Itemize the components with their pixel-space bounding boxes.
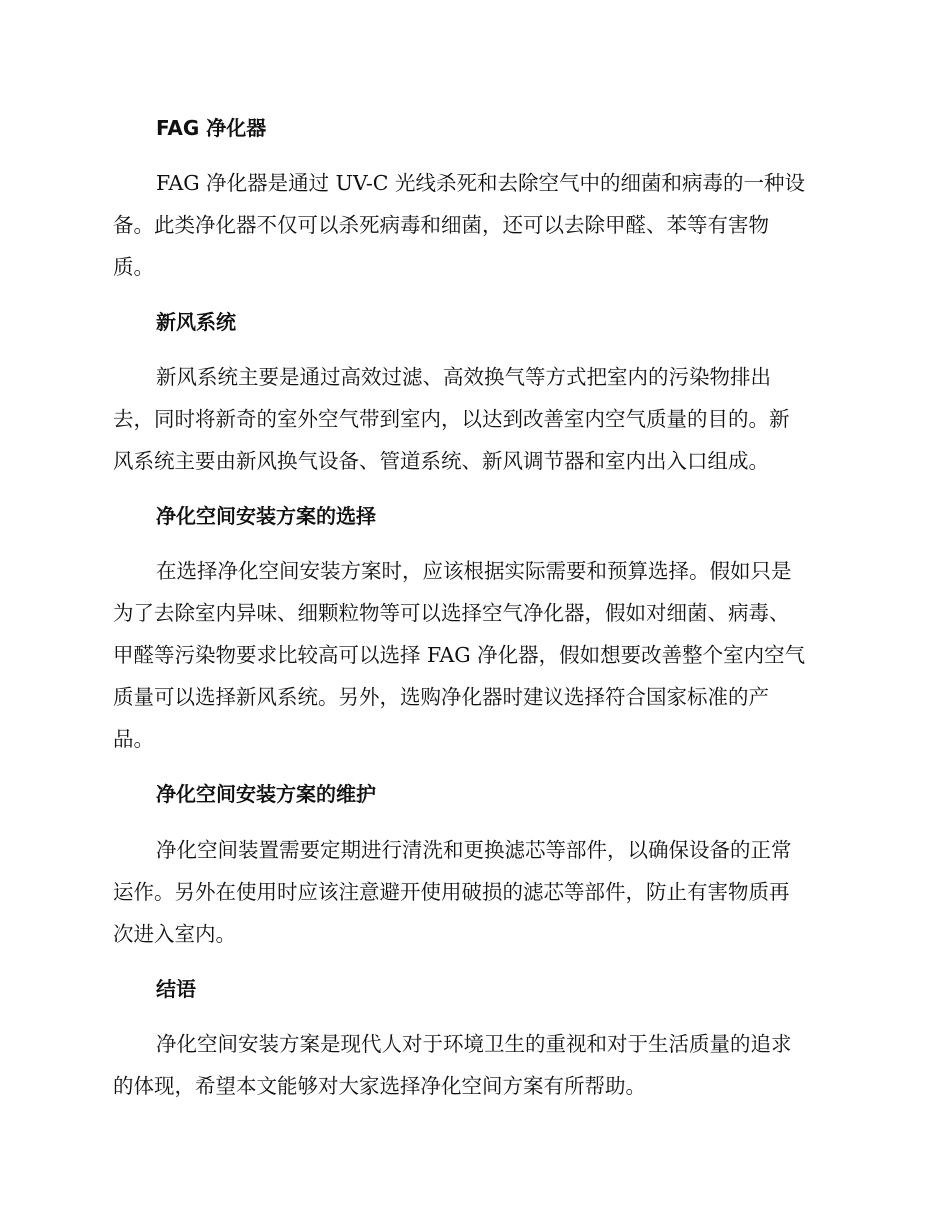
section-title-fag-purifier: FAG 净化器 xyxy=(156,116,267,140)
paragraph-line: 质量可以选择新风系统。另外，选购净化器时建议选择符合国家标准的产 xyxy=(113,685,769,709)
paragraph-line: 去，同时将新奇的室外空气带到室内，以达到改善室内空气质量的目的。新 xyxy=(113,407,790,431)
section-paragraph-plan-maintenance xyxy=(113,829,792,955)
paragraph-line: 的体现，希望本文能够对大家选择净化空间方案有所帮助。 xyxy=(113,1074,646,1098)
paragraph-line: 质。 xyxy=(113,255,154,279)
paragraph-line: 甲醛等污染物要求比较高可以选择 FAG 净化器，假如想要改善整个室内空气 xyxy=(113,643,806,667)
section-paragraph-fag-purifier xyxy=(113,162,805,288)
paragraph-line: 在选择净化空间安装方案时，应该根据实际需要和预算选择。假如只是 xyxy=(156,559,792,583)
section-title-plan-selection: 净化空间安装方案的选择 xyxy=(156,504,376,528)
section-title-fresh-air-system: 新风系统 xyxy=(156,310,236,334)
section-title-plan-maintenance: 净化空间安装方案的维护 xyxy=(156,782,376,806)
paragraph-line: 新风系统主要是通过高效过滤、高效换气等方式把室内的污染物排出 xyxy=(156,365,771,389)
paragraph-line: 运作。另外在使用时应该注意避开使用破损的滤芯等部件，防止有害物质再 xyxy=(113,880,790,904)
paragraph-line: 为了去除室内异味、细颗粒物等可以选择空气净化器，假如对细菌、病毒、 xyxy=(113,601,790,625)
paragraph-line: 品。 xyxy=(113,727,154,751)
paragraph-line: 净化空间装置需要定期进行清洗和更换滤芯等部件，以确保设备的正常 xyxy=(156,838,792,862)
paragraph-line: 备。此类净化器不仅可以杀死病毒和细菌，还可以去除甲醛、苯等有害物 xyxy=(113,213,769,237)
paragraph-line: 风系统主要由新风换气设备、管道系统、新风调节器和室内出入口组成。 xyxy=(113,449,769,473)
paragraph-line: 次进入室内。 xyxy=(113,922,236,946)
section-title-conclusion: 结语 xyxy=(156,977,196,1001)
section-paragraph-plan-selection xyxy=(113,550,805,760)
paragraph-line: 净化空间安装方案是现代人对于环境卫生的重视和对于生活质量的追求 xyxy=(156,1032,792,1056)
paragraph-line: FAG 净化器是通过 UV-C 光线杀死和去除空气中的细菌和病毒的一种设 xyxy=(156,171,805,195)
section-paragraph-conclusion xyxy=(113,1023,792,1107)
section-paragraph-fresh-air-system xyxy=(113,356,790,482)
